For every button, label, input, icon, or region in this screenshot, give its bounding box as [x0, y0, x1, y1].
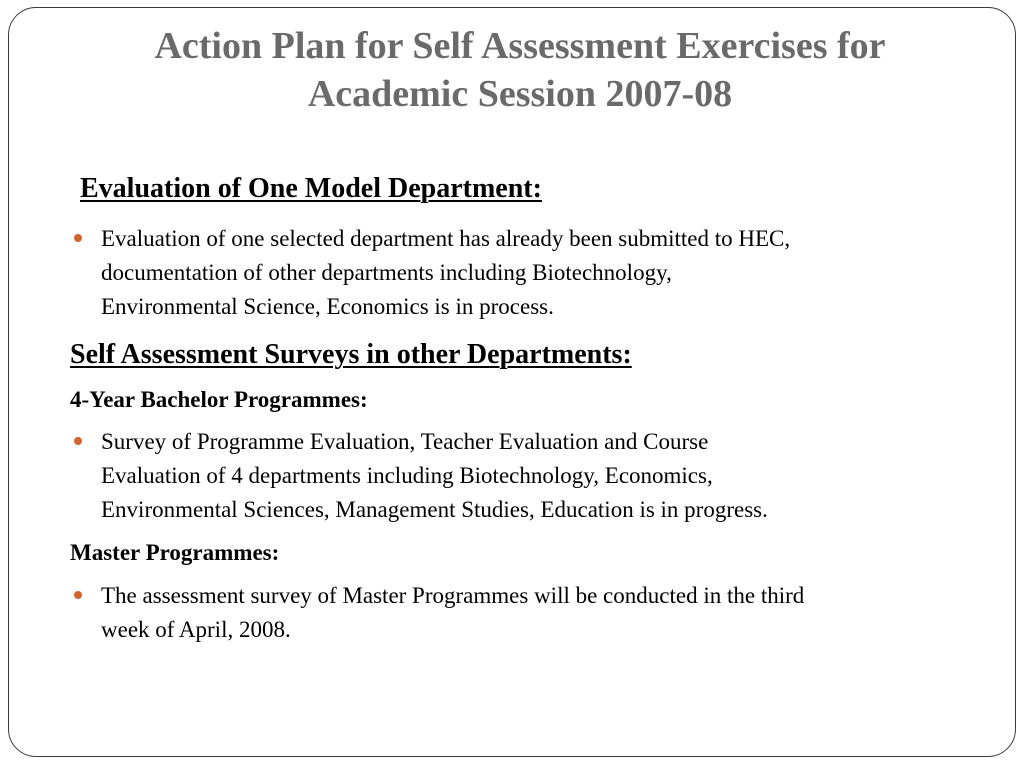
bullet-text-line: The assessment survey of Master Programmes will be conducted in the third [101, 583, 805, 608]
slide-title [40, 22, 1000, 118]
subheading-master-programmes: Master Programmes: [70, 540, 280, 565]
bullet-item-master [70, 579, 980, 647]
bullet-text-line: week of April, 2008. [101, 617, 291, 642]
bullet-text-line: Evaluation of one selected department has already been submitted to HEC, [101, 226, 791, 251]
bullet-text-line: documentation of other departments including Biotechnology, [101, 260, 672, 285]
bullet-text-line: Environmental Sciences, Management Studies, Education is in progress. [101, 497, 768, 522]
round-bullet-icon [74, 437, 82, 445]
round-bullet-icon [74, 591, 82, 599]
subheading-bachelor-programmes: 4-Year Bachelor Programmes: [70, 387, 368, 412]
slide-title-line-1: Action Plan for Self Assessment Exercises for [154, 25, 886, 67]
bullet-text [101, 425, 980, 527]
round-bullet-icon [74, 234, 82, 242]
bullet-text-line: Environmental Science, Economics is in process. [101, 294, 554, 319]
section-heading-surveys: Self Assessment Surveys in other Departments: [70, 339, 632, 370]
bullet-text [101, 222, 980, 324]
bullet-text [101, 579, 980, 647]
section-heading-model-department: Evaluation of One Model Department: [80, 173, 542, 204]
bullet-item-bachelor [70, 425, 980, 527]
bullet-text-line: Survey of Programme Evaluation, Teacher Evaluation and Course [101, 429, 709, 454]
slide-title-line-2: Academic Session 2007-08 [307, 73, 733, 115]
bullet-text-line: Evaluation of 4 departments including Biotechnology, Economics, [101, 463, 713, 488]
bullet-item-model-department [70, 222, 980, 324]
